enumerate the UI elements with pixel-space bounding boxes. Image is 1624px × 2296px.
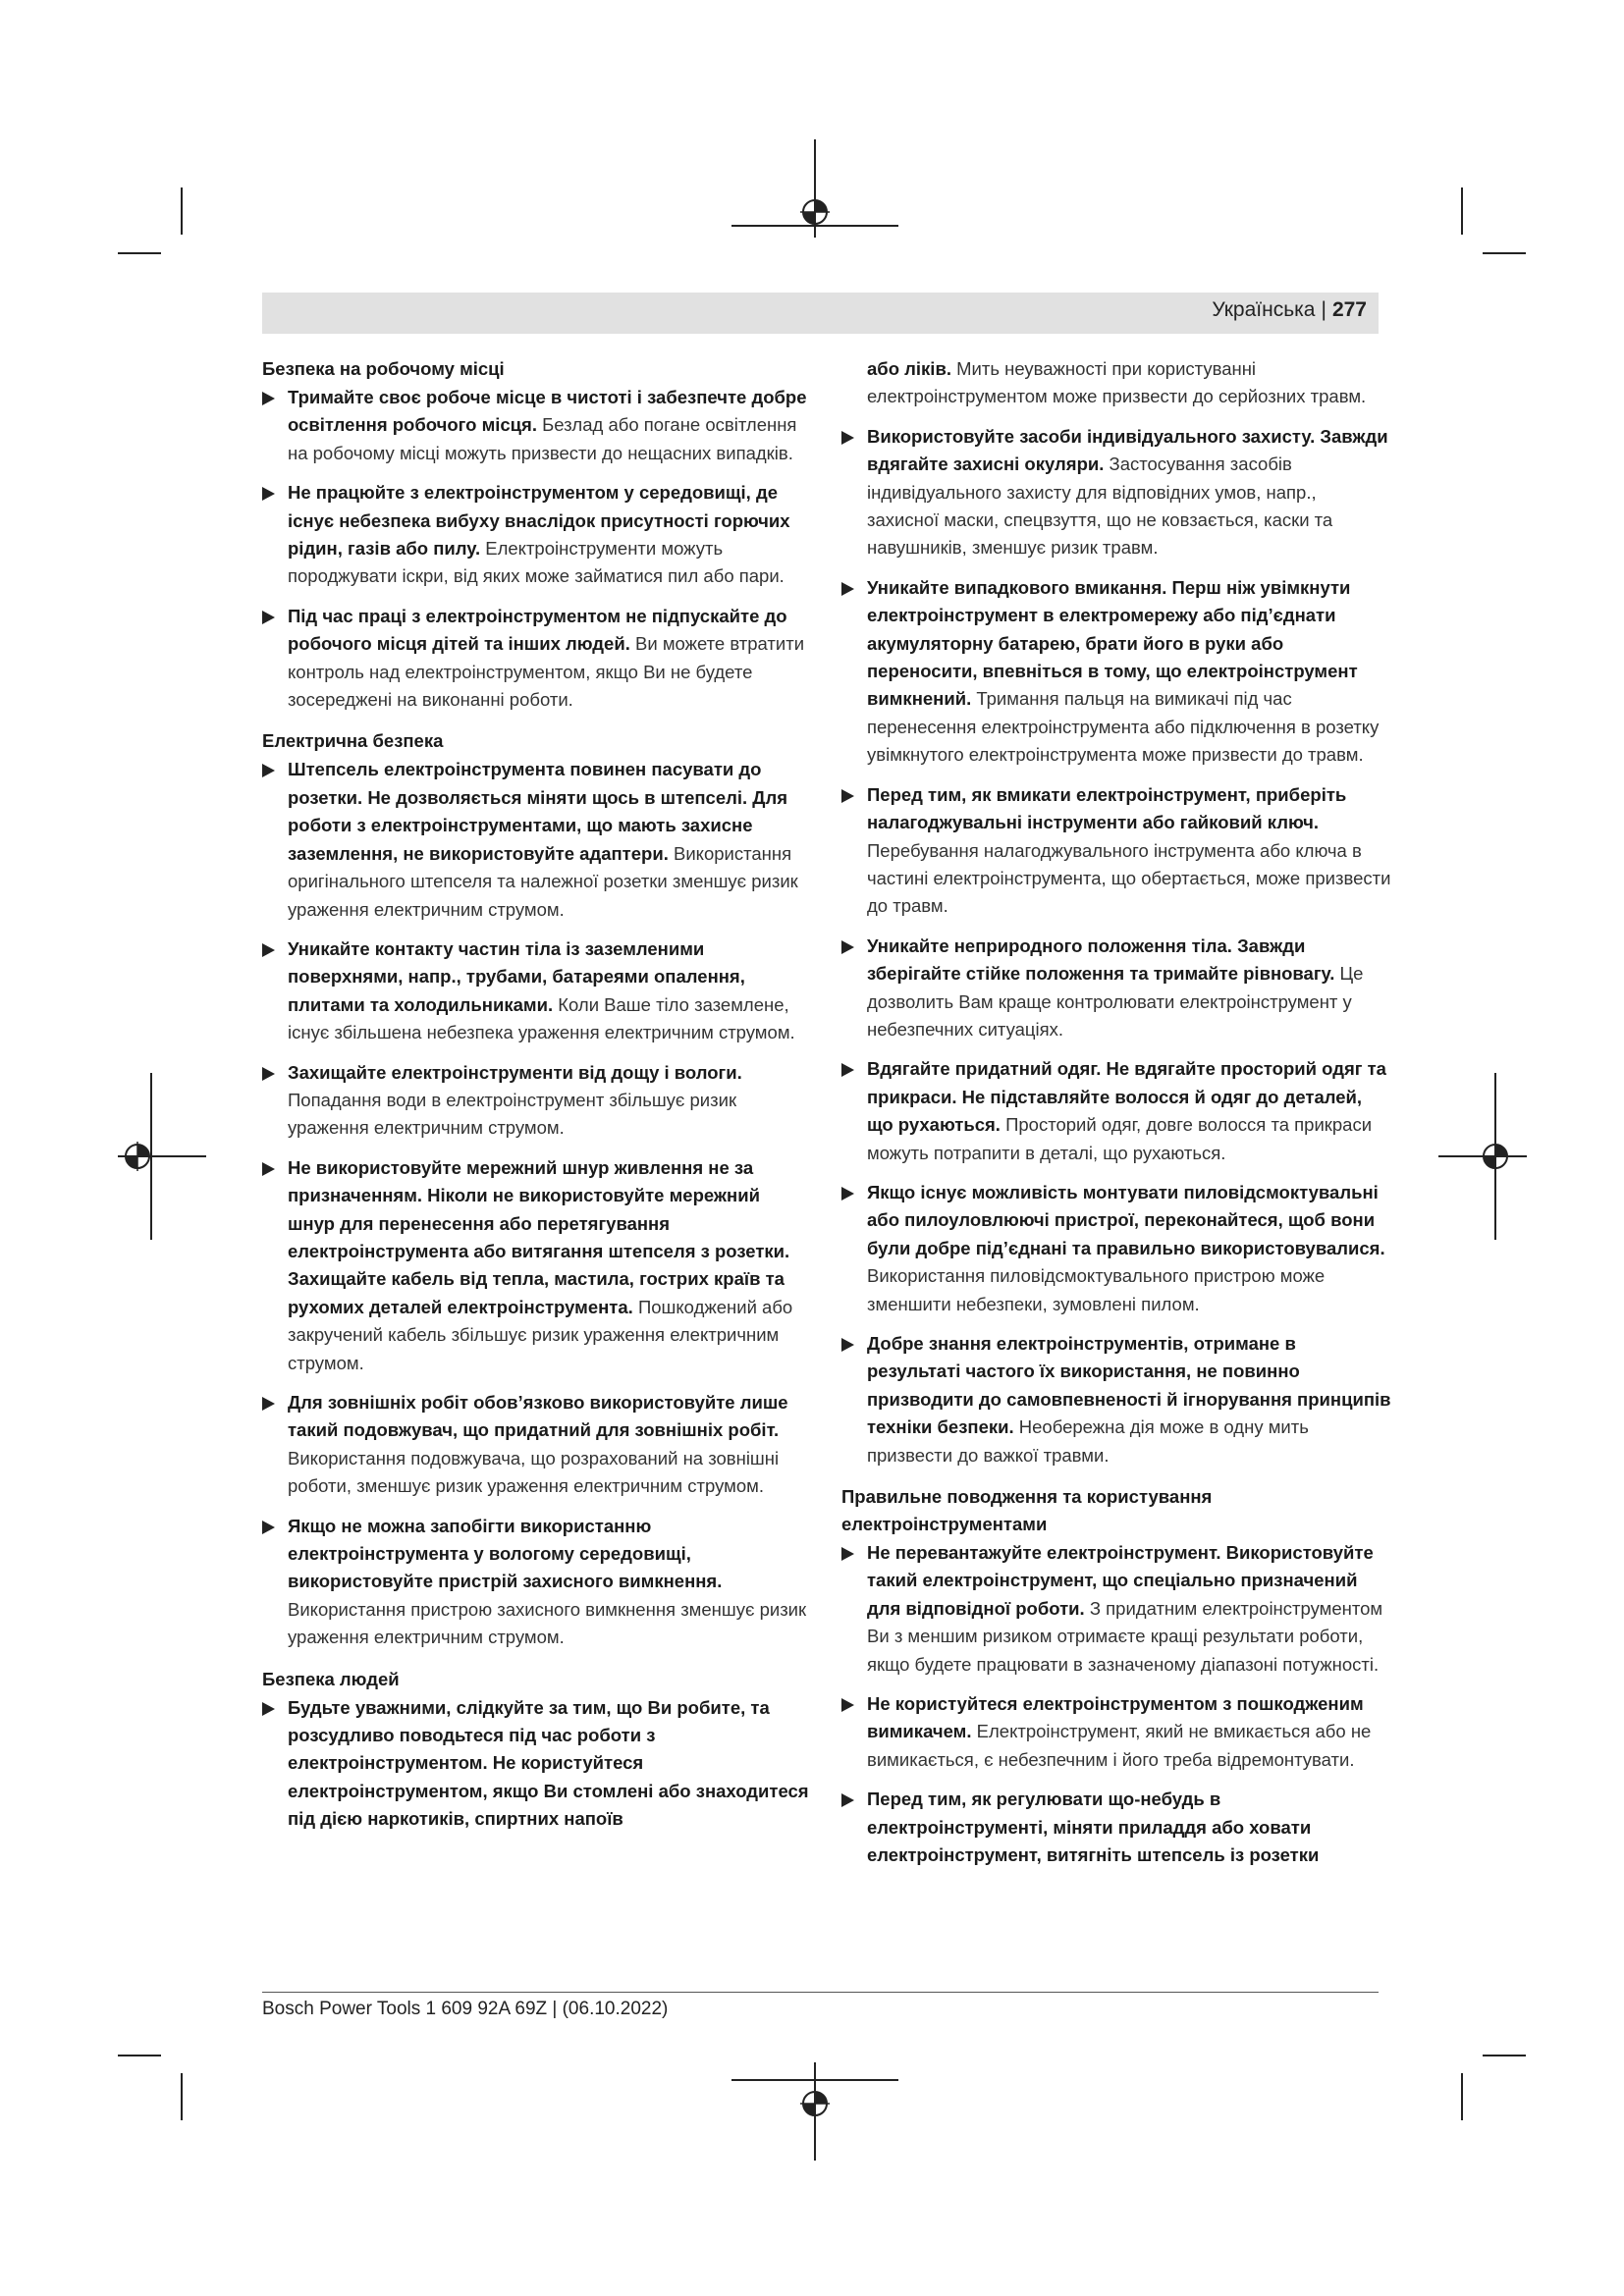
- item-bold-text: Уникайте випадкового вмикання. Перш ніж увімкнути електроінструмент в електромережу або під’єднати акумуляторну батарею, брати його в руки або переносити, впевніться в тому, що електроінструмент вимкнений.: [867, 576, 1358, 710]
- item-body-text: Мить неуважності при користуванні електроінструментом може призвести до серйозних травм.: [867, 358, 1367, 407]
- bullet-triangle-icon: [262, 487, 275, 501]
- list-item: [841, 1786, 1391, 1869]
- bullet-triangle-icon: [841, 940, 854, 954]
- item-bold-text: Якщо не можна запобігти використанню електроінструмента у вологому середовищі, використовуйте пристрій захисного вимкнення.: [288, 1515, 723, 1592]
- crop-mark: [1461, 2073, 1463, 2120]
- item-body-text: Використання пристрою захисного вимкнення зменшує ризик ураження електричним струмом.: [288, 1598, 807, 1648]
- section-heading: Безпека людей: [262, 1668, 400, 1689]
- bullet-triangle-icon: [841, 1063, 854, 1077]
- item-body-text: З придатним електроінструментом Ви з меншим ризиком отримаєте кращі результати роботи, якщо будете працювати в зазначеному діапазоні потужності.: [867, 1597, 1383, 1675]
- bullet-triangle-icon: [841, 1338, 854, 1352]
- item-bold-text: Уникайте контакту частин тіла із заземленими поверхнями, напр., трубами, батареями опалення, плитами та холодильниками.: [288, 937, 745, 1015]
- registration-line: [731, 2079, 898, 2081]
- section-heading: Правильне поводження та користування електроінструментами: [841, 1486, 1213, 1535]
- list-item: [841, 1179, 1391, 1318]
- crop-mark: [118, 252, 161, 254]
- bullet-triangle-icon: [262, 764, 275, 777]
- item-bold-text: Якщо існує можливість монтувати пиловідсмоктувальні або пилоуловлюючі пристрої, переконайтеся, щоб вони були добре під’єднані та правильно використовувалися.: [867, 1181, 1385, 1258]
- bullet-triangle-icon: [262, 1521, 275, 1534]
- list-item: [262, 1154, 812, 1377]
- footer-text: Bosch Power Tools 1 609 92A 69Z | (06.10.2022): [262, 1999, 669, 2019]
- page-header: [262, 293, 1379, 334]
- item-body-text: Пошкоджений або закручений кабель збільшує ризик ураження електричним струмом.: [288, 1296, 793, 1373]
- item-body-text: Електроінструмент, який не вмикається або не вимикається, є небезпечним і його треба відремонтувати.: [867, 1721, 1372, 1770]
- list-item: [841, 1690, 1391, 1774]
- item-bold-text: Вдягайте придатний одяг. Не вдягайте просторий одяг та прикраси. Не підставляйте волосся й одяг до деталей, що рухаються.: [867, 1058, 1386, 1136]
- list-item: [841, 574, 1391, 770]
- item-body-text: Це дозволить Вам краще контролювати електроінструмент у небезпечних ситуаціях.: [867, 963, 1364, 1040]
- item-bold-text: або ліків.: [867, 358, 951, 379]
- registration-target-icon: [1481, 1142, 1510, 1171]
- list-item: [841, 1055, 1391, 1167]
- item-body-text: Попадання води в електроінструмент збільшує ризик ураження електричним струмом.: [288, 1089, 737, 1139]
- item-body-text: Просторий одяг, довге волосся та прикраси можуть потрапити в деталі, що рухаються.: [867, 1114, 1373, 1163]
- left-column: [262, 355, 812, 1845]
- item-bold-text: Будьте уважними, слідкуйте за тим, що Ви робите, та розсудливо поводьтеся під час роботи з електроінструментом. Не користуйтеся електроінструментом, якщо Ви стомлені або знаходитеся під дією наркотиків, спиртних напоїв: [288, 1696, 809, 1830]
- list-item: [262, 1513, 812, 1652]
- registration-target-icon: [800, 2089, 830, 2118]
- header-separator: |: [1321, 298, 1326, 321]
- list-item-continued: [841, 355, 1391, 411]
- section-heading: Безпека на робочому місці: [262, 358, 505, 379]
- bullet-triangle-icon: [841, 1187, 854, 1201]
- list-item: [841, 781, 1391, 921]
- item-body-text: Необережна дія може в одну мить призвести до важкої травми.: [867, 1416, 1309, 1466]
- item-body-text: Використання пиловідсмоктувального пристрою може зменшити небезпеки, зумовлені пилом.: [867, 1265, 1326, 1314]
- item-bold-text: Під час праці з електроінструментом не підпускайте до робочого місця дітей та інших людей.: [288, 605, 787, 655]
- registration-target-icon: [800, 197, 830, 227]
- item-body-text: Застосування засобів індивідуального захисту для відповідних умов, напр., захисної маски, спецвзуття, що не ковзається, каски та навушників, зменшує ризик травм.: [867, 454, 1333, 559]
- crop-mark: [181, 187, 183, 235]
- bullet-triangle-icon: [841, 1793, 854, 1807]
- item-bold-text: Не працюйте з електроінструментом у середовищі, де існує небезпека вибуху внаслідок присутності горючих рідин, газів або пилу.: [288, 482, 790, 560]
- item-bold-text: Захищайте електроінструменти від дощу і вологи.: [288, 1061, 742, 1083]
- item-body-text: Коли Ваше тіло заземлене, існує збільшена небезпека ураження електричним струмом.: [288, 993, 795, 1043]
- bullet-triangle-icon: [262, 611, 275, 624]
- item-bold-text: Добре знання електроінструментів, отримане в результаті частого їх використання, не повинно призводити до самовпевненості й ігнорування принципів техніки безпеки.: [867, 1333, 1391, 1438]
- list-item: [262, 935, 812, 1047]
- list-item: [262, 1389, 812, 1501]
- item-body-text: Перебування налагоджувального інструмента або ключа в частині електроінструмента, що обертається, може призвести до травм.: [867, 839, 1391, 917]
- crop-mark: [181, 2073, 183, 2120]
- bullet-triangle-icon: [262, 392, 275, 405]
- item-bold-text: Для зовнішніх робіт обов’язково використовуйте лише такий подовжувач, що придатний для зовнішніх робіт.: [288, 1392, 788, 1441]
- item-bold-text: Штепсель електроінструмента повинен пасувати до розетки. Не дозволяється міняти щось в штепселі. Для роботи з електроінструментами, що мають захисне заземлення, не використовуйте адаптери.: [288, 759, 788, 864]
- page-number: 277: [1331, 298, 1367, 321]
- footer-rule: [262, 1992, 1379, 1993]
- bullet-triangle-icon: [262, 1162, 275, 1176]
- list-item: [262, 384, 812, 467]
- header-text: [1212, 298, 1367, 322]
- bullet-triangle-icon: [841, 582, 854, 596]
- bullet-triangle-icon: [262, 1702, 275, 1716]
- section-heading: Електрична безпека: [262, 730, 444, 752]
- item-body-text: Використання подовжувача, що розрахований на зовнішні роботи, зменшує ризик ураження електричним струмом.: [288, 1447, 780, 1497]
- bullet-triangle-icon: [262, 943, 275, 957]
- item-bold-text: Тримайте своє робоче місце в чистоті і забезпечте добре освітлення робочого місця.: [288, 387, 807, 436]
- registration-target-icon: [123, 1142, 152, 1171]
- crop-mark: [118, 2055, 161, 2056]
- list-item: [841, 423, 1391, 562]
- list-item: [262, 1059, 812, 1143]
- item-bold-text: Перед тим, як регулювати що-небудь в електроінструменті, міняти приладдя або ховати електроінструмент, витягніть штепсель із розетки: [867, 1789, 1320, 1866]
- crop-mark: [1483, 2055, 1526, 2056]
- item-body-text: Ви можете втратити контроль над електроінструментом, якщо Ви не будете зосереджені на виконанні роботи.: [288, 633, 805, 711]
- list-item: [841, 1330, 1391, 1469]
- crop-mark: [1483, 252, 1526, 254]
- item-body-text: Використання оригінального штепселя та належної розетки зменшує ризик ураження електричним струмом.: [288, 842, 798, 920]
- bullet-triangle-icon: [841, 1547, 854, 1561]
- item-body-text: Електроінструменти можуть породжувати іскри, від яких може займатися пил або пари.: [288, 538, 785, 587]
- item-bold-text: Не користуйтеся електроінструментом з пошкодженим вимикачем.: [867, 1693, 1364, 1742]
- list-item: [262, 756, 812, 923]
- item-bold-text: Не використовуйте мережний шнур живлення не за призначенням. Ніколи не використовуйте мережний шнур для перенесення або перетягування електроінструмента або витягання штепселя з розетки. Захищайте кабель від тепла, мастила, гострих країв та рухомих деталей електроінструмента.: [288, 1156, 790, 1317]
- item-bold-text: Використовуйте засоби індивідуального захисту. Завжди вдягайте захисні окуляри.: [867, 425, 1388, 475]
- header-language: Українська: [1212, 298, 1316, 321]
- list-item: [841, 1539, 1391, 1679]
- list-item: [841, 933, 1391, 1044]
- item-body-text: Тримання пальця на вимикачі під час перенесення електроінструмента або підключення в розетку увімкнутого електроінструмента може призвести до травм.: [867, 688, 1380, 766]
- bullet-triangle-icon: [262, 1067, 275, 1081]
- item-bold-text: Не перевантажуйте електроінструмент. Використовуйте такий електроінструмент, що спеціально призначений для відповідної роботи.: [867, 1542, 1374, 1619]
- item-bold-text: Перед тим, як вмикати електроінструмент, приберіть налагоджувальні інструменти або гайковий ключ.: [867, 783, 1347, 833]
- item-bold-text: Уникайте неприродного положення тіла. Завжди зберігайте стійке положення та тримайте рівновагу.: [867, 934, 1335, 985]
- list-item: [262, 603, 812, 715]
- bullet-triangle-icon: [841, 789, 854, 803]
- crop-mark: [1461, 187, 1463, 235]
- bullet-triangle-icon: [262, 1397, 275, 1411]
- list-item: [262, 479, 812, 591]
- bullet-triangle-icon: [841, 431, 854, 445]
- item-body-text: Безлад або погане освітлення на робочому місці можуть призвести до нещасних випадків.: [288, 414, 797, 463]
- list-item: [262, 1694, 812, 1834]
- right-column: [841, 355, 1391, 1882]
- bullet-triangle-icon: [841, 1698, 854, 1712]
